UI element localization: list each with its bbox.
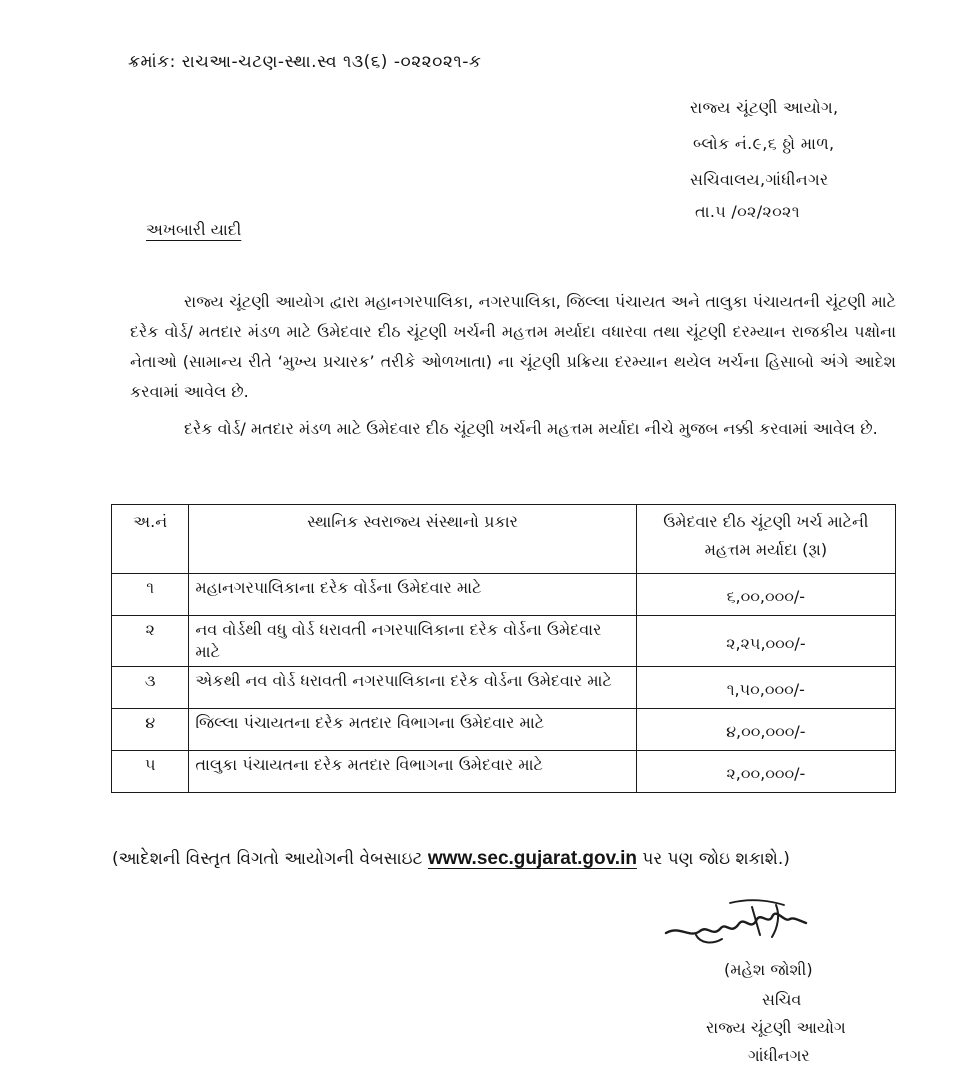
signatory-office: રાજ્ય ચૂંટણી આયોગ [706,1018,846,1037]
row-serial-no: ૧ [112,574,189,616]
press-release-heading: અખબારી યાદી [146,220,242,239]
header-serial-no: અ.નં [112,505,189,574]
expense-limit-table [111,504,896,793]
row-expense-limit: ૨,૦૦,૦૦૦/- [636,751,895,793]
header-institution-type: સ્થાનિક સ્વરાજ્ય સંસ્થાનો પ્રકાર [189,505,636,574]
office-address-line-1: રાજ્ય ચૂંટણી આયોગ, [690,98,839,117]
row-institution-type: એકથી નવ વોર્ડ ધરાવતી નગરપાલિકાના દરેક વોર્ડના ઉમેદવાર માટે [189,667,636,709]
note-suffix: પર પણ જોઇ શકાશે.) [636,849,790,869]
row-serial-no: ૩ [112,667,189,709]
row-serial-no: ૪ [112,709,189,751]
office-address-line-3: સચિવાલય,ગાંધીનગર [690,170,829,189]
table-row [112,667,896,709]
signatory-name: (મહેશ જોશી) [724,960,813,979]
document-date: તા.૫ /૦૨/૨૦૨૧ [695,202,800,221]
row-institution-type: તાલુકા પંચાયતના દરેક મતદાર વિભાગના ઉમેદવાર માટે [189,751,636,793]
table-row [112,751,896,793]
website-note [112,848,790,870]
row-institution-type: મહાનગરપાલિકાના દરેક વોર્ડના ઉમેદવાર માટે [189,574,636,616]
table-row [112,709,896,751]
table-header-row [112,505,896,574]
row-expense-limit: ૨,૨૫,૦૦૦/- [636,616,895,667]
website-link[interactable]: www.sec.gujarat.gov.in [427,848,637,869]
table-row [112,574,896,616]
row-expense-limit: ૧,૫૦,૦૦૦/- [636,667,895,709]
handwritten-signature [660,895,810,955]
signatory-place: ગાંધીનગર [748,1046,810,1065]
row-institution-type: નવ વોર્ડથી વધુ વોર્ડ ધરાવતી નગરપાલિકાના દરેક વોર્ડના ઉમેદવાર માટે [189,616,636,667]
paragraph-2: દરેક વોર્ડ/ મતદાર મંડળ માટે ઉમેદવાર દીઠ ચૂંટણી ખર્ચની મહત્તમ મર્યાદા નીચે મુજબ નક્કી કરવામાં આવેલ છે. [184,419,878,438]
header-expense-limit: ઉમેદવાર દીઠ ચૂંટણી ખર્ચ માટેની મહત્તમ મર્યાદા (રૂા) [636,505,895,574]
row-expense-limit: ૬,૦૦,૦૦૦/- [636,574,895,616]
note-prefix: (આદેશની વિસ્તૃત વિગતો આયોગની વેબસાઇટ [112,849,428,869]
reference-number: ક્રમાંક: રાચઆ-ચટણ-સ્થા.સ્વ ૧૩(૬) -૦૨૨૦૨૧-ક [128,52,482,72]
table-row [112,616,896,667]
signatory-designation: સચિવ [762,990,802,1009]
row-serial-no: ૫ [112,751,189,793]
row-expense-limit: ૪,૦૦,૦૦૦/- [636,709,895,751]
row-serial-no: ૨ [112,616,189,667]
row-institution-type: જિલ્લા પંચાયતના દરેક મતદાર વિભાગના ઉમેદવાર માટે [189,709,636,751]
paragraph-1: રાજ્ય ચૂંટણી આયોગ દ્વારા મહાનગરપાલિકા, નગરપાલિકા, જિલ્લા પંચાયત અને તાલુકા પંચાયતની ચૂંટણી માટે દરેક વોર્ડ/ મતદાર મંડળ માટે ઉમેદવાર દીઠ ચૂંટણી ખર્ચની મહત્તમ મર્યાદા વધારવા તથા ચૂંટણી દરમ્યાન રાજકીય પક્ષોના નેતાઓ (સામાન્ય રીતે ‘મુખ્ય પ્રચારક’ તરીકે ઓળખાતા) ના ચૂંટણી પ્રક્રિયા દરમ્યાન થયેલ ખર્ચના હિસાબો અંગે આદેશ કરવામાં આવેલ છે. [130,292,896,401]
office-address-line-2: બ્લોક નં.૯,૬ ઠ્ઠો માળ, [693,134,835,153]
